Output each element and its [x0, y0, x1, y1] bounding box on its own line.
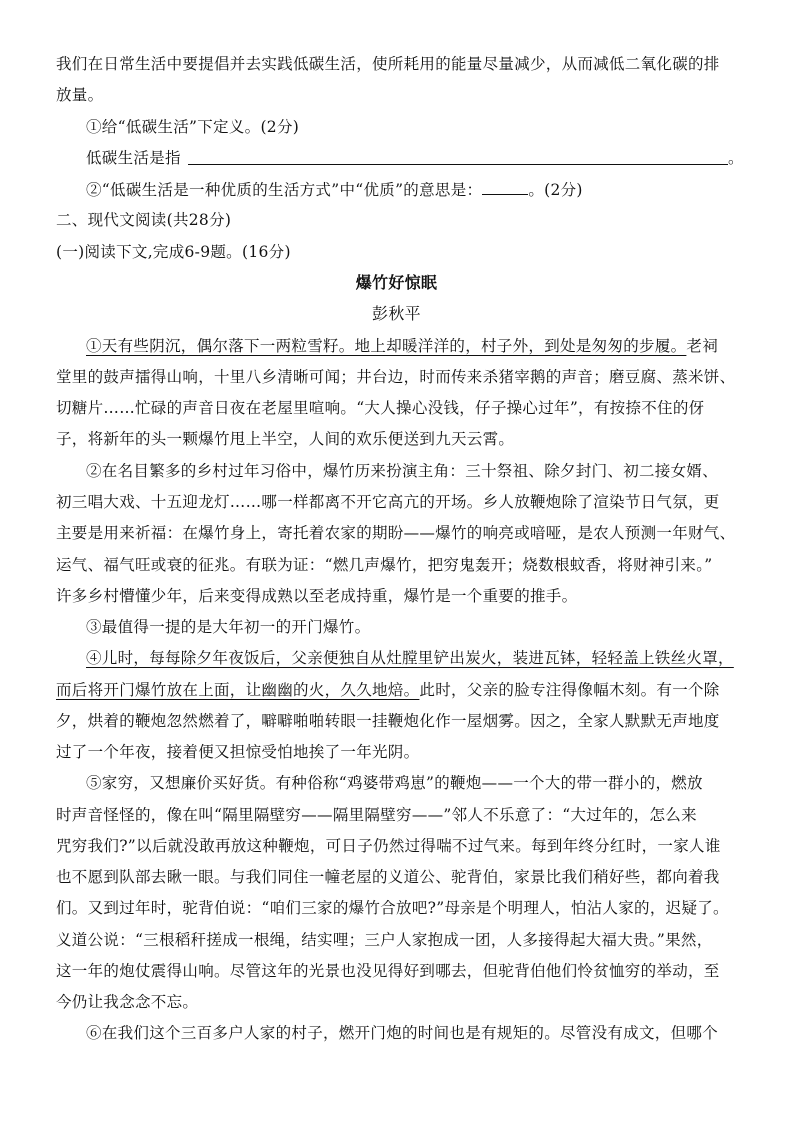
intro-line: 我们在日常生活中要提倡并去实践低碳生活，使所耗用的能量尽量减少，从而减低二氧化碳的排	[56, 55, 720, 73]
article-title: 爆竹好惊眠	[355, 273, 438, 292]
paragraph-5-line: 时声音怪怪的，像在叫“隔里隔壁穷——隔里隔壁穷——”邻人不乐意了：“大过年的，怎么来	[56, 806, 697, 824]
paragraph-4-line: 而后将开门爆竹放在上面，让幽幽的火，久久地焙。此时，父亲的脸专注得像幅木刻。有一个除	[56, 681, 720, 699]
question-2-suffix: 。(2分)	[528, 181, 583, 199]
paragraph-1-line: ①天有些阴沉，偶尔落下一两粒雪籽。地上却暖洋洋的，村子外，到处是匆匆的步履。老祠	[86, 337, 719, 355]
paragraph-6-line: ⑥在我们这个三百多户人家的村子，燃开门炮的时间也是有规矩的。尽管没有成文，但哪个	[86, 1024, 719, 1042]
paragraph-2-line: 主要是用来祈福：在爆竹身上，寄托着农家的期盼——爆竹的响亮或喑哑，是农人预测一年财气、	[56, 524, 736, 542]
section-heading: 二、现代文阅读(共28分)	[56, 211, 232, 229]
question-2-prefix: ②“低碳生活是一种优质的生活方式”中“优质”的意思是：	[86, 181, 483, 199]
question-1-answer-suffix: 。	[728, 149, 740, 167]
paragraph-3: ③最值得一提的是大年初一的开门爆竹。	[86, 618, 371, 636]
paragraph-4-line: 夕，烘着的鞭炮忽然燃着了，噼噼啪啪转眼一挂鞭炮化作一屋烟雾。因之，全家人默默无声地度	[56, 712, 720, 730]
paragraph-1-line: 子，将新年的头一颗爆竹甩上半空，人间的欢乐便送到九天云霄。	[56, 430, 515, 448]
intro-line: 放量。	[56, 86, 104, 104]
underlined-sentence: ①天有些阴沉，偶尔落下一两粒雪籽。地上却暖洋洋的，村子外，到处是匆匆的步履。	[86, 337, 687, 355]
underlined-sentence: 而后将开门爆竹放在上面，让幽幽的火，久久地焙。	[56, 681, 420, 699]
paragraph-5-line: 义道公说：“三根稻秆搓成一根绳，结实哩；三户人家抱成一团，人多接得起大福大贵。”果然，	[56, 931, 713, 949]
paragraph-5-line: 们。又到过年时，驼背伯说：“咱们三家的爆竹合放吧?”母亲是个明理人，怕沾人家的，迟疑了。	[56, 899, 729, 917]
paragraph-5-line: 今仍让我念念不忘。	[56, 993, 199, 1011]
article-author: 彭秋平	[372, 304, 421, 323]
paragraph-2-line: 运气、福气旺或衰的征兆。有联为证：“燃几声爆竹，把穷鬼轰开；烧数根蚊香，将财神引来。”	[56, 556, 713, 574]
answer-blank-line[interactable]	[188, 164, 728, 165]
paragraph-2-line: 初三唱大戏、十五迎龙灯……哪一样都离不开它高亢的开场。乡人放鞭炮除了渲染节日气氛，更	[56, 493, 720, 511]
question-2	[86, 180, 583, 200]
paragraph-5-line: 也不愿到队部去瞅一眼。与我们同住一幢老屋的义道公、驼背伯，家景比我们稍好些，都向着我	[56, 868, 720, 886]
paragraph-5-line: 这一年的炮仗震得山响。尽管这年的光景也没见得好到哪去，但驼背伯他们怜贫恤穷的举动，至	[56, 962, 720, 980]
paragraph-2-line: 许多乡村懵懂少年，后来变得成熟以至老成持重，爆竹是一个重要的推手。	[56, 587, 578, 605]
paragraph-1-line: 堂里的鼓声擂得山响，十里八乡清晰可闻；井台边，时而传来杀猪宰鹅的声音；磨豆腐、蒸米饼、	[56, 368, 736, 386]
paragraph-5-line: ⑤家穷，又想廉价买好货。有种俗称“鸡婆带鸡崽”的鞭炮——一个大的带一群小的，燃放	[86, 774, 703, 792]
question-1-prompt: ①给“低碳生活”下定义。(2分)	[86, 118, 300, 136]
paragraph-2-line: ②在名目繁多的乡村过年习俗中，爆竹历来扮演主角：三十祭祖、除夕封门、初二接女婿、	[86, 462, 719, 480]
paragraph-5-line: 咒穷我们?”以后就没敢再放这种鞭炮，可日子仍然过得喘不过气来。每到年终分红时，一家人谁	[56, 837, 721, 855]
section-subheading: (一)阅读下文,完成6-9题。(16分)	[56, 243, 291, 261]
question-1-answer-prefix: 低碳生活是指	[86, 149, 181, 167]
paragraph-1-line: 切糖片……忙碌的声音日夜在老屋里喧响。“大人操心没钱，仔子操心过年”，有按捺不住的伢	[56, 399, 705, 417]
paragraph-4-line: 过了一个年夜，接着便又担惊受怕地挨了一年光阴。	[56, 743, 420, 761]
underlined-sentence: ④儿时，每每除夕年夜饭后，父亲便独自从灶膛里铲出炭火，装进瓦钵，轻轻盖上铁丝火罩，	[86, 649, 734, 667]
answer-blank-short[interactable]	[482, 180, 528, 195]
